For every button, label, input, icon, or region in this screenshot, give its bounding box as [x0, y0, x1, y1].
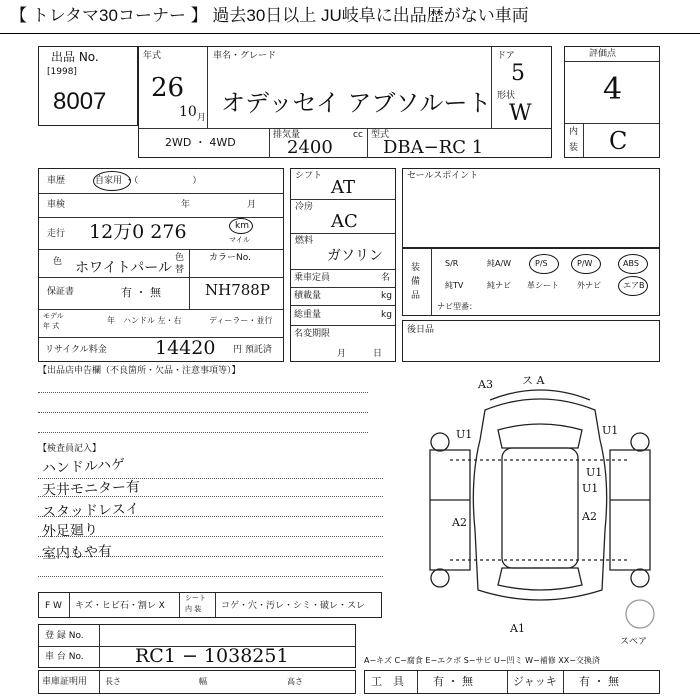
- mark-a3: A3: [478, 378, 493, 391]
- equip-r1-0: S/R: [445, 259, 459, 268]
- history-box: [38, 168, 284, 362]
- length-label: 長さ: [105, 677, 121, 686]
- inspector-label: 【検査員記入】: [38, 444, 102, 454]
- month-unit: 月: [197, 113, 207, 123]
- mileage-unit-top: km: [235, 221, 249, 231]
- door-value: 5: [511, 61, 525, 86]
- handle-label: ハンドル 左・右: [123, 316, 182, 325]
- mark-sa: ス A: [522, 374, 545, 387]
- color-change-top: 色: [175, 253, 185, 263]
- tools-box: [364, 670, 660, 694]
- equip-r2-3: 外ナビ: [577, 281, 601, 290]
- equip-r2-2: 革シート: [527, 281, 559, 290]
- equip-r1-2: P/S: [535, 259, 548, 268]
- mark-u1-c: U1: [582, 482, 599, 495]
- mark-a2-a: A2: [452, 516, 467, 529]
- inspector-note-4: 外足廻り: [41, 522, 99, 540]
- shift-label: シフト: [295, 171, 323, 181]
- year-value: 26: [151, 73, 185, 103]
- equipment-label: 装備品: [411, 263, 421, 301]
- color-value: ホワイトパール: [75, 260, 173, 276]
- inspector-note-5: 室内もや有: [41, 543, 113, 563]
- fw-label: F W: [45, 601, 62, 611]
- header-bar: [0, 0, 700, 34]
- fuel-value: ガソリン: [327, 248, 383, 264]
- interior-value: C: [609, 127, 628, 155]
- door-label: ドア: [497, 51, 515, 61]
- seat-items: コゲ・穴・汚レ・シミ・破レ・スレ: [221, 601, 366, 611]
- equip-r1-1: 純A/W: [487, 259, 512, 268]
- inspection-year: 年: [181, 200, 191, 210]
- vehicle-box: [138, 46, 552, 158]
- interior-label-top: 内: [569, 127, 579, 137]
- name-label: 車名・グレード: [213, 51, 277, 61]
- capacity-label: 乗車定員: [294, 273, 331, 283]
- grade-box: [564, 46, 660, 158]
- color-label: 色: [53, 257, 63, 267]
- fw-items: キズ・ヒビ石・割レ X: [75, 601, 165, 611]
- lot-box: [38, 46, 138, 126]
- history-label: 車歴: [47, 176, 66, 186]
- shape-value: W: [509, 101, 532, 126]
- score-value: 4: [603, 72, 623, 107]
- displacement-label: 排気量: [273, 130, 301, 140]
- history-value: 自家用 ・（ ）: [95, 176, 202, 186]
- equip-r2-0: 純TV: [445, 281, 464, 290]
- inspection-month: 月: [247, 200, 257, 210]
- score-label: 評価点: [589, 49, 617, 59]
- lot-number: 8007: [53, 88, 107, 115]
- model-label: 型式: [371, 130, 390, 140]
- chassis-label: 車 台 No.: [45, 652, 84, 662]
- equip-r1-4: ABS: [623, 259, 639, 268]
- warranty-label: 保証書: [47, 287, 75, 297]
- model-year-label-top: モデル: [43, 312, 64, 320]
- shift-value: AT: [331, 177, 356, 198]
- equip-r2-1: 純ナビ: [487, 281, 511, 290]
- inspector-note-1: ハンドルハゲ: [41, 456, 126, 478]
- sales-point-label: セールスポイント: [407, 171, 479, 181]
- capacity-unit: 名: [381, 273, 391, 283]
- recycle-unit: 円 預託済: [233, 345, 272, 355]
- interior-label-bottom: 装: [569, 143, 579, 153]
- model-year-label-bottom: 年 式: [43, 322, 60, 330]
- inspector-note-2: 天井モニター有: [41, 479, 141, 499]
- equip-r1-3: P/W: [577, 259, 593, 268]
- width-label: 幅: [199, 677, 207, 686]
- reg-label: 登 録 No.: [45, 631, 84, 641]
- tools-label: 工 具: [371, 675, 404, 688]
- mark-a2-b: A2: [582, 510, 597, 523]
- load-label: 積載量: [294, 291, 322, 301]
- cert-label: 車庫証明用: [42, 677, 88, 687]
- garage-cert-box: [38, 670, 356, 694]
- equip-r2-4: エアB: [623, 281, 645, 290]
- vehicle-name: オデッセイ アブソルート: [221, 89, 492, 117]
- registration-box: [38, 624, 356, 668]
- navi-label: ナビ型番：: [437, 302, 477, 311]
- model-year-unit: 年: [107, 316, 115, 325]
- ac-value: AC: [331, 211, 358, 232]
- damage-legend: A−キズ C−腐食 E−エクボ S−サビ U−凹ミ W−補修 XX−交換済: [364, 656, 600, 665]
- drive-label: 2WD ・ 4WD: [165, 136, 236, 149]
- after-date-box: [402, 320, 660, 362]
- mark-u1-d: U1: [586, 466, 603, 479]
- displacement-value: 2400: [287, 137, 333, 158]
- name-change-unit: 月 日: [337, 349, 383, 359]
- dealer-label: ディーラー・並行: [209, 316, 273, 325]
- sales-point-box: [402, 168, 660, 248]
- ac-label: 冷房: [295, 202, 314, 212]
- header-title: 【 トレタマ30コーナー 】 過去30日以上 JU岐阜に出品歴がない車両: [10, 6, 529, 25]
- color-no-value: NH788P: [205, 281, 270, 299]
- chassis-value: RC1 − 1038251: [135, 645, 289, 667]
- name-change-label: 名変期限: [294, 329, 331, 339]
- inspector-note-3: スタッドレスイ: [41, 501, 140, 521]
- ps-circle: [529, 254, 559, 274]
- spare-label: スペア: [620, 637, 648, 647]
- seller-notes-label: 【出品店申告欄（不良箇所・欠品・注意事項等）】: [38, 366, 241, 376]
- seat-label-bottom: 内 装: [185, 605, 202, 613]
- after-date-label: 後日品: [407, 325, 435, 335]
- equipment-box: [402, 248, 660, 316]
- lot-label: 出品 No.: [51, 50, 99, 64]
- recycle-value: 14420: [155, 337, 216, 359]
- gross-label: 総重量: [294, 310, 322, 320]
- color-change-bottom: 替: [175, 265, 185, 275]
- mark-a1: A1: [510, 622, 525, 635]
- mileage-label: 走行: [47, 229, 66, 239]
- fw-row: [38, 592, 382, 618]
- inspection-label: 車検: [47, 200, 66, 210]
- color-no-label: カラーNo.: [209, 253, 251, 263]
- private-use-circle: [93, 171, 131, 191]
- jack-value: 有 ・ 無: [579, 675, 619, 688]
- tools-value: 有 ・ 無: [433, 675, 473, 688]
- pw-circle: [571, 254, 601, 274]
- recycle-label: リサイクル料金: [45, 345, 107, 355]
- mileage-unit-bottom: マイル: [229, 236, 250, 244]
- mark-u1-b: U1: [602, 424, 619, 437]
- abs-circle: [618, 254, 648, 274]
- model-value: DBA−RC 1: [383, 137, 484, 158]
- month-value: 10: [179, 104, 197, 120]
- cc-unit: cc: [353, 130, 363, 140]
- year-label: 年式: [143, 51, 162, 61]
- warranty-value: 有 ・ 無: [121, 286, 161, 299]
- jack-label: ジャッキ: [513, 675, 557, 688]
- height-label: 高さ: [287, 677, 303, 686]
- gross-unit: kg: [381, 310, 392, 320]
- mileage-value: 12万0 276: [89, 221, 187, 243]
- fuel-label: 燃料: [295, 236, 314, 246]
- lot-year-small: [1998]: [47, 67, 77, 77]
- car-damage-diagram: [410, 370, 670, 650]
- specs-box: [290, 168, 396, 362]
- mark-u1-a: U1: [456, 428, 473, 441]
- airbag-circle: [618, 276, 648, 296]
- km-circle: [229, 218, 253, 234]
- shape-label: 形状: [497, 91, 516, 101]
- load-unit: kg: [381, 291, 392, 301]
- seat-label-top: シート: [185, 594, 206, 602]
